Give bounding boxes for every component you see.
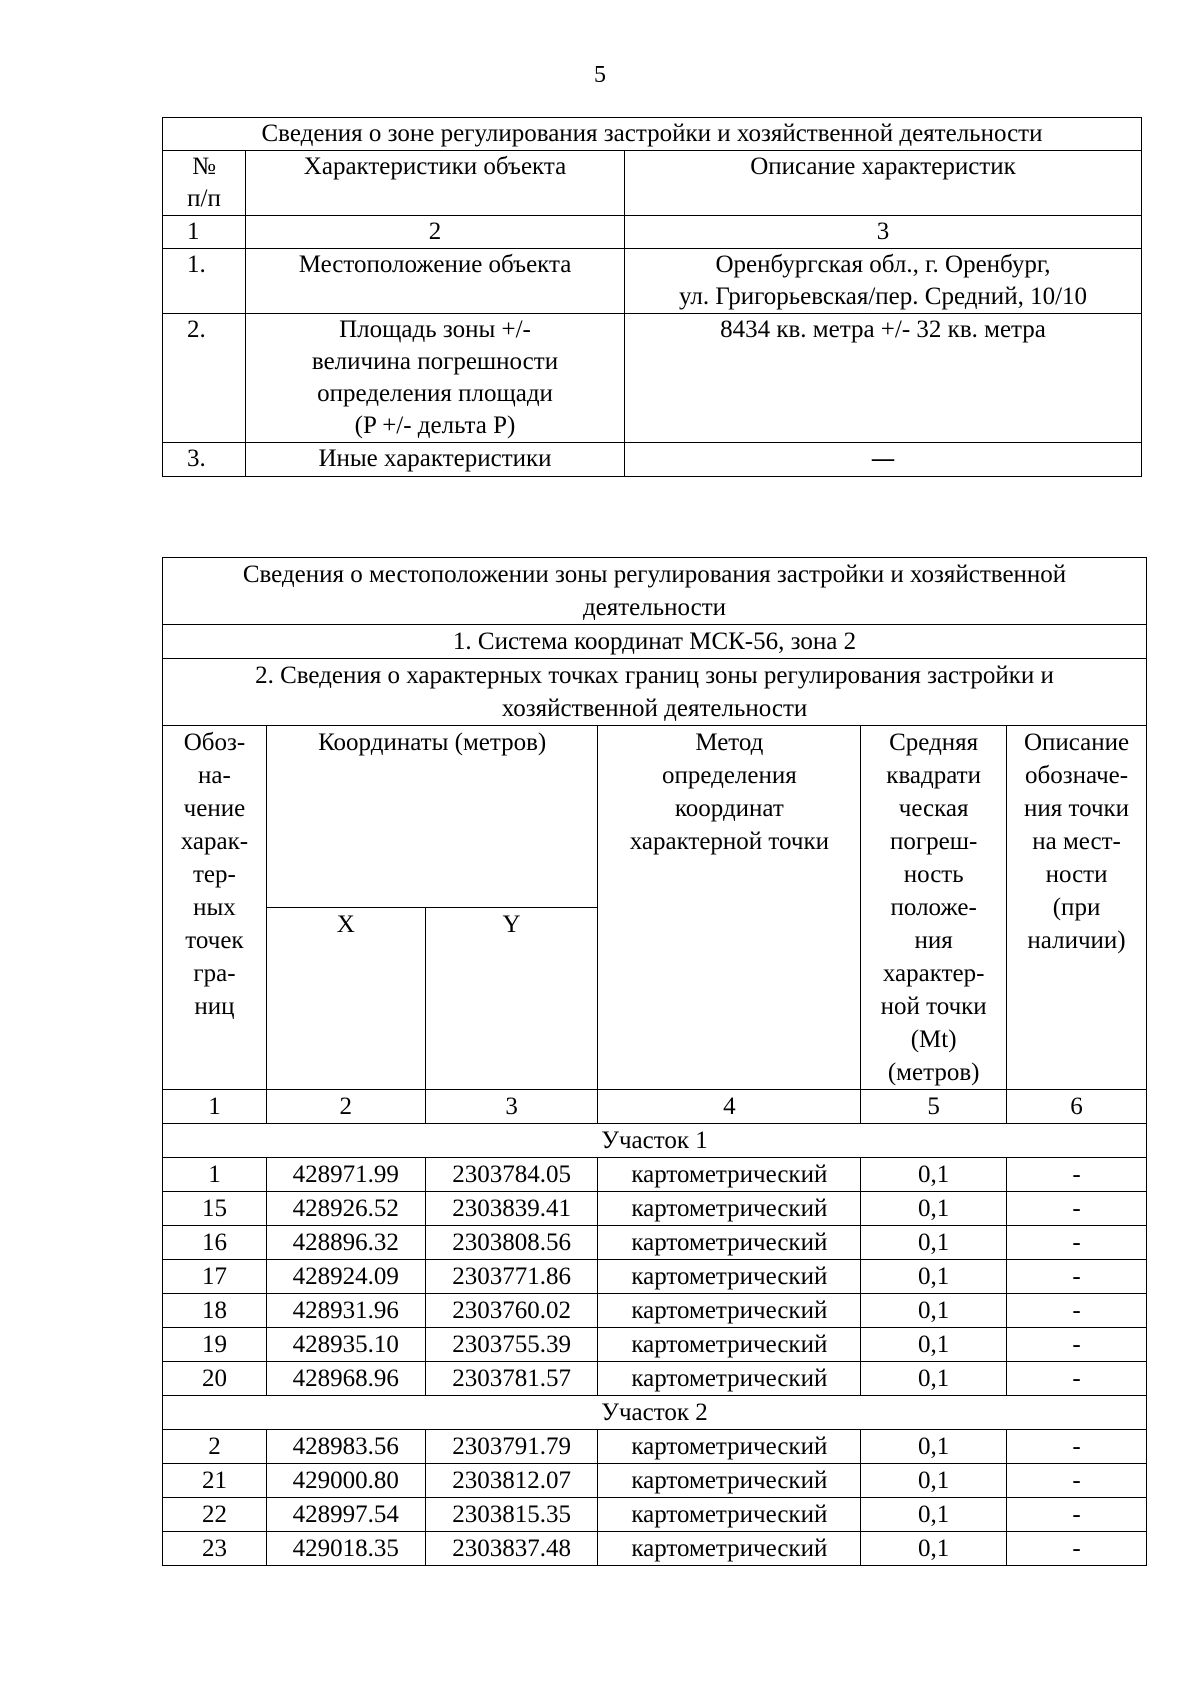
- table-row: [163, 1464, 1147, 1498]
- header-line: Обоз-: [183, 729, 246, 756]
- header-line: координат: [674, 795, 784, 822]
- point-y: 2303815.35: [425, 1498, 598, 1532]
- zone-info-table: [162, 117, 1142, 477]
- table-row: [163, 1532, 1147, 1566]
- point-method: картометрический: [598, 1260, 861, 1294]
- point-x: 428971.99: [266, 1158, 425, 1192]
- header-line: ность: [903, 861, 964, 888]
- row-name-line: Местоположение объекта: [298, 251, 572, 278]
- point-error: 0,1: [861, 1226, 1007, 1260]
- zone-table-header-row: [163, 151, 1142, 216]
- header-line: (метров): [887, 1059, 980, 1086]
- point-error: 0,1: [861, 1464, 1007, 1498]
- point-id: 16: [163, 1226, 267, 1260]
- section-name: Участок 2: [163, 1396, 1147, 1430]
- points-body: [163, 1124, 1147, 1566]
- row-value-line: —: [870, 444, 896, 473]
- zone-col-numbers-row: [163, 216, 1142, 249]
- row-number: 3.: [163, 443, 246, 477]
- header-line: (при: [1052, 894, 1101, 921]
- header-line: ниц: [194, 993, 235, 1020]
- row-value: [625, 443, 1142, 477]
- col-number-5: 5: [861, 1090, 1007, 1124]
- row-name: [246, 249, 625, 314]
- header-line: погреш-: [890, 828, 978, 855]
- header-line: характер-: [882, 960, 985, 987]
- header-line: ных: [193, 894, 236, 921]
- coords-table-title: [163, 558, 1147, 625]
- points-title-row: [163, 659, 1147, 726]
- row-name-line: определения площади: [317, 380, 553, 407]
- point-y: 2303812.07: [425, 1464, 598, 1498]
- section-row: [163, 1396, 1147, 1430]
- point-desc: -: [1007, 1226, 1147, 1260]
- point-x: 428997.54: [266, 1498, 425, 1532]
- point-x: 429018.35: [266, 1532, 425, 1566]
- table-row: [163, 1158, 1147, 1192]
- point-error: 0,1: [861, 1532, 1007, 1566]
- point-desc: -: [1007, 1532, 1147, 1566]
- table-row: [163, 1498, 1147, 1532]
- point-error: 0,1: [861, 1430, 1007, 1464]
- row-value: [625, 314, 1142, 443]
- section-name: Участок 1: [163, 1124, 1147, 1158]
- point-desc: -: [1007, 1464, 1147, 1498]
- point-id: 1: [163, 1158, 267, 1192]
- point-x: 428926.52: [266, 1192, 425, 1226]
- designation-header: [163, 726, 267, 1090]
- coordinates-header: Координаты (метров): [266, 726, 598, 908]
- point-method: картометрический: [598, 1226, 861, 1260]
- point-error: 0,1: [861, 1328, 1007, 1362]
- header-line: ческая: [898, 795, 969, 822]
- row-name: [246, 314, 625, 443]
- zone-row-location: [163, 249, 1142, 314]
- header-line: характерной точки: [629, 828, 829, 855]
- header-line: ния точки: [1024, 795, 1130, 822]
- point-y: 2303837.48: [425, 1532, 598, 1566]
- point-x: 428968.96: [266, 1362, 425, 1396]
- col-number-4: 4: [598, 1090, 861, 1124]
- coord-system-row: [163, 625, 1147, 659]
- point-x: 428896.32: [266, 1226, 425, 1260]
- row-number: 1.: [163, 249, 246, 314]
- table-row: [163, 1192, 1147, 1226]
- point-y: 2303808.56: [425, 1226, 598, 1260]
- method-header: [598, 726, 861, 1090]
- point-id: 20: [163, 1362, 267, 1396]
- row-value-line: 8434 кв. метра +/- 32 кв. метра: [720, 316, 1046, 343]
- row-value: [625, 249, 1142, 314]
- point-desc: -: [1007, 1430, 1147, 1464]
- point-id: 2: [163, 1430, 267, 1464]
- coords-title-row: [163, 558, 1147, 625]
- point-id: 22: [163, 1498, 267, 1532]
- point-x: 428931.96: [266, 1294, 425, 1328]
- table-row: [163, 1226, 1147, 1260]
- col-number-3: 3: [425, 1090, 598, 1124]
- title-line: хозяйственной деятельности: [501, 695, 808, 722]
- point-desc: -: [1007, 1362, 1147, 1396]
- points-title: [163, 659, 1147, 726]
- point-x: 429000.80: [266, 1464, 425, 1498]
- num-header-line1: №: [192, 153, 216, 180]
- coordinates-table: [162, 557, 1147, 1566]
- zone-row-area: [163, 314, 1142, 443]
- title-line: 2. Сведения о характерных точках границ зоны регулирования застройки и: [255, 662, 1054, 689]
- title-line: Сведения о местоположении зоны регулирования застройки и хозяйственной: [242, 561, 1067, 588]
- header-line: тер-: [193, 861, 236, 888]
- point-y: 2303791.79: [425, 1430, 598, 1464]
- point-y: 2303755.39: [425, 1328, 598, 1362]
- header-line: определения: [661, 762, 797, 789]
- row-value-line: ул. Григорьевская/пер. Средний, 10/10: [678, 283, 1088, 310]
- zone-table-title: Сведения о зоне регулирования застройки и хозяйственной деятельности: [163, 118, 1142, 151]
- header-line: на мест-: [1032, 828, 1121, 855]
- point-method: картометрический: [598, 1362, 861, 1396]
- section-row: [163, 1124, 1147, 1158]
- point-method: картометрический: [598, 1294, 861, 1328]
- point-error: 0,1: [861, 1192, 1007, 1226]
- row-name-line: (P +/- дельта P): [354, 412, 516, 439]
- header-line: Средняя: [889, 729, 979, 756]
- table-row: [163, 1430, 1147, 1464]
- coord-system: 1. Система координат МСК-56, зона 2: [163, 625, 1147, 659]
- point-error: 0,1: [861, 1294, 1007, 1328]
- point-id: 15: [163, 1192, 267, 1226]
- header-line: точек: [185, 927, 244, 954]
- point-method: картометрический: [598, 1192, 861, 1226]
- col-number-1: 1: [163, 216, 246, 249]
- point-error: 0,1: [861, 1260, 1007, 1294]
- num-header-line2: п/п: [187, 185, 221, 212]
- table-row: [163, 1328, 1147, 1362]
- title-line: деятельности: [582, 594, 727, 621]
- header-line: на-: [198, 762, 231, 789]
- point-y: 2303771.86: [425, 1260, 598, 1294]
- header-line: положе-: [890, 894, 977, 921]
- point-y: 2303760.02: [425, 1294, 598, 1328]
- point-x: 428924.09: [266, 1260, 425, 1294]
- point-method: картометрический: [598, 1158, 861, 1192]
- header-line: квадрати: [886, 762, 981, 789]
- point-error: 0,1: [861, 1498, 1007, 1532]
- point-desc: -: [1007, 1192, 1147, 1226]
- header-line: гра-: [193, 960, 236, 987]
- header-line: чение: [183, 795, 246, 822]
- point-x: 428983.56: [266, 1430, 425, 1464]
- header-line: обозначе-: [1025, 762, 1129, 789]
- header-line: харак-: [180, 828, 249, 855]
- header-line: Описание: [1023, 729, 1130, 756]
- description-header: Описание характеристик: [625, 151, 1142, 216]
- zone-table-title-row: [163, 118, 1142, 151]
- row-name: [246, 443, 625, 477]
- num-header: [163, 151, 246, 216]
- coords-col-numbers-row: [163, 1090, 1147, 1124]
- zone-row-other: [163, 443, 1142, 477]
- point-id: 18: [163, 1294, 267, 1328]
- x-header: X: [266, 908, 425, 1090]
- point-id: 19: [163, 1328, 267, 1362]
- point-error: 0,1: [861, 1362, 1007, 1396]
- col-number-1: 1: [163, 1090, 267, 1124]
- header-line: ния: [914, 927, 953, 954]
- table-row: [163, 1294, 1147, 1328]
- row-name-line: Иные характеристики: [318, 445, 552, 472]
- point-error: 0,1: [861, 1158, 1007, 1192]
- point-y: 2303839.41: [425, 1192, 598, 1226]
- row-name-line: величина погрешности: [311, 348, 559, 375]
- point-desc: -: [1007, 1294, 1147, 1328]
- col-number-2: 2: [246, 216, 625, 249]
- row-name-line: Площадь зоны +/-: [339, 316, 531, 343]
- point-desc: -: [1007, 1260, 1147, 1294]
- point-method: картометрический: [598, 1498, 861, 1532]
- col-number-2: 2: [266, 1090, 425, 1124]
- point-id: 21: [163, 1464, 267, 1498]
- header-line: ной точки: [880, 993, 987, 1020]
- point-desc: -: [1007, 1158, 1147, 1192]
- col-number-3: 3: [625, 216, 1142, 249]
- col-number-6: 6: [1007, 1090, 1147, 1124]
- point-y: 2303784.05: [425, 1158, 598, 1192]
- header-line: (Mt): [910, 1026, 957, 1053]
- characteristics-header: Характеристики объекта: [246, 151, 625, 216]
- point-y: 2303781.57: [425, 1362, 598, 1396]
- coords-header-row: [163, 726, 1147, 908]
- point-desc: -: [1007, 1328, 1147, 1362]
- point-id: 17: [163, 1260, 267, 1294]
- point-x: 428935.10: [266, 1328, 425, 1362]
- point-method: картометрический: [598, 1430, 861, 1464]
- point-desc: -: [1007, 1498, 1147, 1532]
- header-line: Метод: [695, 729, 764, 756]
- point-method: картометрический: [598, 1464, 861, 1498]
- page-number: 5: [594, 62, 606, 88]
- row-value-line: Оренбургская обл., г. Оренбург,: [715, 251, 1051, 278]
- point-method: картометрический: [598, 1532, 861, 1566]
- table-row: [163, 1362, 1147, 1396]
- header-line: ности: [1045, 861, 1108, 888]
- row-number: 2.: [163, 314, 246, 443]
- table-row: [163, 1260, 1147, 1294]
- point-id: 23: [163, 1532, 267, 1566]
- header-line: наличии): [1027, 927, 1126, 954]
- point-description-header: [1007, 726, 1147, 1090]
- error-header: [861, 726, 1007, 1090]
- y-header: Y: [425, 908, 598, 1090]
- point-method: картометрический: [598, 1328, 861, 1362]
